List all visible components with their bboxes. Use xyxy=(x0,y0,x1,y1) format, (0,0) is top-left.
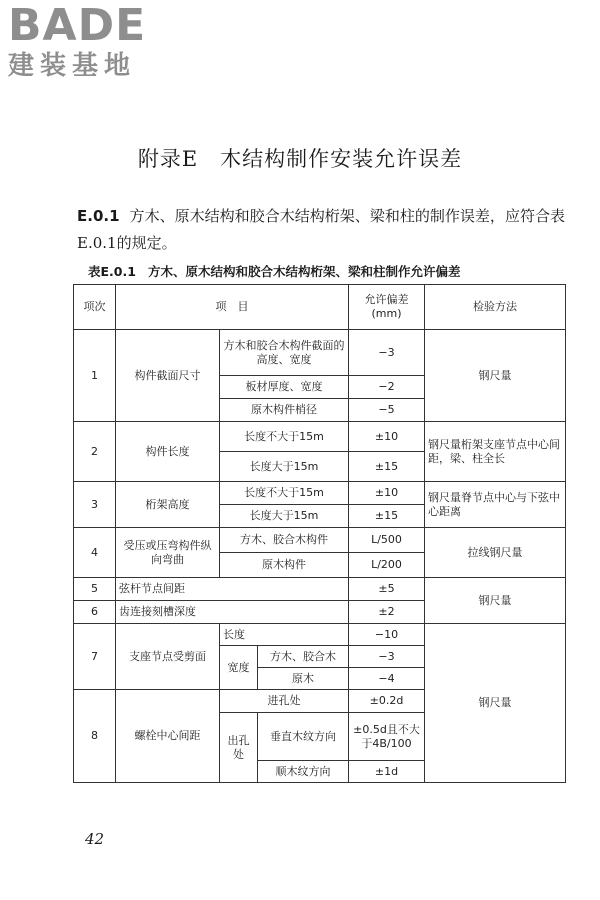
row-subitem: 长度大于15m xyxy=(220,452,349,482)
appendix-heading xyxy=(0,143,600,173)
table-caption-title: 方木、原木结构和胶合木结构桁架、梁和柱制作允许偏差 xyxy=(147,264,461,279)
row-tolerance: −10 xyxy=(349,624,425,646)
row-method: 钢尺量脊节点中心与下弦中心距离 xyxy=(425,482,566,528)
row-item-name: 构件截面尺寸 xyxy=(116,330,220,422)
row-number: 7 xyxy=(74,624,116,690)
page-number: 42 xyxy=(85,830,105,848)
row-subitem: 长度 xyxy=(220,624,349,646)
clause-text: 方木、原木结构和胶合木结构桁架、梁和柱的制作误差，应符合表E.0.1的规定。 xyxy=(77,207,565,252)
row-tolerance: −4 xyxy=(349,668,425,690)
row-subitem: 方木、胶合木 xyxy=(258,646,349,668)
table-row xyxy=(74,624,566,646)
header-item-no: 项次 xyxy=(74,285,116,330)
table-row xyxy=(74,330,566,376)
row-tolerance: ±0.2d xyxy=(349,690,425,713)
row-subitem: 原木构件 xyxy=(220,553,349,578)
row-tolerance: ±2 xyxy=(349,601,425,624)
row-number: 5 xyxy=(74,578,116,601)
row-subitem-group: 出孔处 xyxy=(220,713,258,783)
row-tolerance: −3 xyxy=(349,646,425,668)
table-row xyxy=(74,482,566,505)
row-subitem: 方木和胶合木构件截面的高度、宽度 xyxy=(220,330,349,376)
row-subitem: 长度大于15m xyxy=(220,505,349,528)
row-subitem: 原木 xyxy=(258,668,349,690)
row-tolerance: −2 xyxy=(349,376,425,399)
row-tolerance: ±15 xyxy=(349,505,425,528)
table-row xyxy=(74,578,566,601)
row-method: 钢尺量 xyxy=(425,330,566,422)
tolerance-table xyxy=(73,284,566,783)
row-number: 3 xyxy=(74,482,116,528)
row-item-name: 桁架高度 xyxy=(116,482,220,528)
header-tolerance: 允许偏差(mm) xyxy=(349,285,425,330)
row-subitem-group: 宽度 xyxy=(220,646,258,690)
row-number: 4 xyxy=(74,528,116,578)
appendix-label: 附录E xyxy=(137,147,199,171)
appendix-title: 木结构制作安装允许误差 xyxy=(220,147,463,171)
row-tolerance: ±0.5d且不大于4B/100 xyxy=(349,713,425,761)
row-tolerance: −5 xyxy=(349,399,425,422)
row-method: 钢尺量 xyxy=(425,578,566,624)
table-caption xyxy=(88,262,460,280)
table-row xyxy=(74,528,566,553)
row-item-name: 螺栓中心间距 xyxy=(116,690,220,783)
row-number: 2 xyxy=(74,422,116,482)
brand-logo xyxy=(8,0,178,82)
row-item-name: 构件长度 xyxy=(116,422,220,482)
row-tolerance: L/500 xyxy=(349,528,425,553)
table-row xyxy=(74,422,566,452)
row-method: 钢尺量桁架支座节点中心间距，梁、柱全长 xyxy=(425,422,566,482)
row-item-name: 受压或压弯构件纵向弯曲 xyxy=(116,528,220,578)
row-tolerance: ±10 xyxy=(349,482,425,505)
clause-paragraph xyxy=(77,203,565,257)
row-subitem: 进孔处 xyxy=(220,690,349,713)
logo-subtitle: 建装基地 xyxy=(8,51,137,81)
row-tolerance: ±10 xyxy=(349,422,425,452)
row-item-name: 弦杆节点间距 xyxy=(116,578,349,601)
row-number: 8 xyxy=(74,690,116,783)
logo-wordmark: BADE xyxy=(8,0,147,51)
row-tolerance: L/200 xyxy=(349,553,425,578)
row-method: 拉线钢尺量 xyxy=(425,528,566,578)
row-number: 1 xyxy=(74,330,116,422)
table-caption-number: 表E.0.1 xyxy=(88,264,136,279)
row-method: 钢尺量 xyxy=(425,624,566,783)
header-item: 项 目 xyxy=(116,285,349,330)
row-subitem: 长度不大于15m xyxy=(220,482,349,505)
row-item-name: 支座节点受剪面 xyxy=(116,624,220,690)
row-subitem: 垂直木纹方向 xyxy=(258,713,349,761)
row-subitem: 原木构件梢径 xyxy=(220,399,349,422)
row-subitem: 顺木纹方向 xyxy=(258,761,349,783)
row-item-name: 齿连接刻槽深度 xyxy=(116,601,349,624)
row-tolerance: ±1d xyxy=(349,761,425,783)
row-tolerance: ±5 xyxy=(349,578,425,601)
row-tolerance: ±15 xyxy=(349,452,425,482)
row-number: 6 xyxy=(74,601,116,624)
table-header-row xyxy=(74,285,566,330)
row-subitem: 方木、胶合木构件 xyxy=(220,528,349,553)
row-subitem: 长度不大于15m xyxy=(220,422,349,452)
row-tolerance: −3 xyxy=(349,330,425,376)
row-subitem: 板材厚度、宽度 xyxy=(220,376,349,399)
clause-number: E.0.1 xyxy=(77,207,120,225)
header-method: 检验方法 xyxy=(425,285,566,330)
